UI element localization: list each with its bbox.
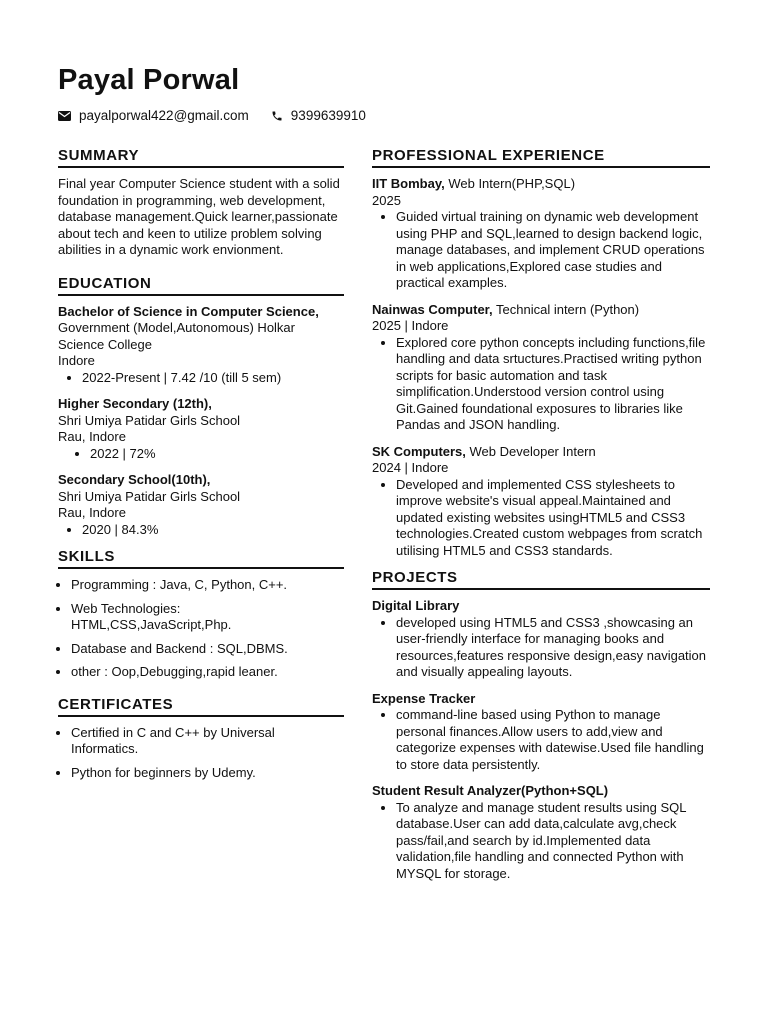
skills-section xyxy=(58,548,344,681)
location: Rau, Indore xyxy=(58,505,126,520)
contact-row xyxy=(58,108,388,123)
education-entry xyxy=(58,396,344,462)
project-detail: • To analyze and manage student results using SQL database.User can add data,calculate avg,check pass/fail,and search by id.Implemented data validation,file handling and connected Python with MYSQL for storage. xyxy=(396,800,710,883)
location: Rau, Indore xyxy=(58,429,126,444)
skill-item: • Programming : Java, C, Python, C++. xyxy=(71,577,344,594)
email-item xyxy=(58,108,249,123)
project-detail: • developed using HTML5 and CSS3 ,showcasing an user-friendly interface for managing books and resources,features responsive design,easy navigation and visually appealing layouts. xyxy=(396,615,710,681)
skills-heading: SKILLS xyxy=(58,548,344,569)
envelope-icon xyxy=(58,111,71,121)
phone-text[interactable]: 9399639910 xyxy=(290,108,366,123)
company: IIT Bombay, xyxy=(372,176,445,191)
certificate-item: • Python for beginners by Udemy. xyxy=(71,765,344,782)
degree: Bachelor of Science in Computer Science, xyxy=(58,303,319,319)
education-heading: EDUCATION xyxy=(58,275,344,296)
skill-item: • Database and Backend : SQL,DBMS. xyxy=(71,641,344,658)
institution: Government (Model,Autonomous) Holkar Science College xyxy=(58,320,295,352)
experience-detail: • Guided virtual training on dynamic web development using PHP and SQL,learned to design backend logic, manage databases, and implement CRUD operations in web applications,Explored case studies and practical examples. xyxy=(396,209,710,292)
education-entry xyxy=(58,304,344,387)
role: Web Developer Intern xyxy=(465,443,596,459)
role: Technical intern (Python) xyxy=(492,301,640,317)
candidate-name: Payal Porwal xyxy=(58,64,240,96)
project-entry xyxy=(372,691,710,774)
project-name: Student Result Analyzer(Python+SQL) xyxy=(372,783,609,798)
certificates-section xyxy=(58,696,344,782)
location: Indore xyxy=(58,353,95,368)
education-detail: • 2022-Present | 7.42 /10 (till 5 sem) xyxy=(82,370,344,387)
certificate-item: • Certified in C and C++ by Universal Informatics. xyxy=(71,725,344,758)
education-entry xyxy=(58,472,344,538)
company: SK Computers, xyxy=(372,443,466,459)
project-name: Digital Library xyxy=(372,598,460,613)
skill-item: • other : Oop,Debugging,rapid leaner. xyxy=(71,664,344,681)
education-section xyxy=(58,275,344,539)
skill-item: • Web Technologies: HTML,CSS,JavaScript,Php. xyxy=(71,601,344,634)
phone-icon xyxy=(271,110,283,122)
education-detail: • 2020 | 84.3% xyxy=(82,522,344,539)
company: Nainwas Computer, xyxy=(372,301,493,317)
right-column xyxy=(372,147,710,892)
experience-meta: 2024 | Indore xyxy=(372,460,449,475)
skills-list xyxy=(58,577,344,681)
experience-entry xyxy=(372,444,710,560)
certificates-heading: CERTIFICATES xyxy=(58,696,344,717)
project-detail: • command-line based using Python to manage personal finances.Allow users to add,view and categorize expenses with datewise.Used file handling to store data persistently. xyxy=(396,707,710,773)
certificates-list xyxy=(58,725,344,782)
role: Web Intern(PHP,SQL) xyxy=(444,176,576,191)
experience-detail: • Explored core python concepts including functions,file handling and data srtuctures.Practised writing python scripts for basic automation and task simplification.Understood version control using Git.Gained foundational exposures to libraries like Pandas and JSON handling. xyxy=(396,335,710,434)
project-name: Expense Tracker xyxy=(372,690,476,706)
degree: Higher Secondary (12th), xyxy=(58,396,212,411)
experience-section xyxy=(372,147,710,559)
projects-heading: PROJECTS xyxy=(372,569,710,590)
experience-meta: 2025 | Indore xyxy=(372,318,449,333)
institution: Shri Umiya Patidar Girls School xyxy=(58,488,241,504)
education-detail: • 2022 | 72% xyxy=(90,446,344,463)
institution: Shri Umiya Patidar Girls School xyxy=(58,412,241,428)
project-entry xyxy=(372,783,710,882)
phone-item xyxy=(271,108,366,123)
summary-text: Final year Computer Science student with a solid foundation in programming, web development, database management.Quick learner,passionate about tech and keen to utilize problem solving abilities in a dynamic work envionment. xyxy=(58,176,340,257)
experience-entry xyxy=(372,302,710,434)
email-text[interactable]: payalporwal422@gmail.com xyxy=(79,108,249,123)
project-entry xyxy=(372,598,710,681)
experience-heading: PROFESSIONAL EXPERIENCE xyxy=(372,147,710,168)
summary-section xyxy=(58,147,344,259)
projects-section xyxy=(372,569,710,882)
left-column xyxy=(58,147,344,788)
summary-heading: SUMMARY xyxy=(58,147,344,168)
experience-detail: • Developed and implemented CSS stylesheets to improve website's visual appeal.Maintained and updated existing websites usingHTML5 and CSS3 technologies.Created custom webpages from scratch utilising HTML5 and CSS3 standards. xyxy=(396,477,710,560)
degree: Secondary School(10th), xyxy=(58,472,211,487)
experience-meta: 2025 xyxy=(372,192,401,208)
experience-entry xyxy=(372,176,710,292)
